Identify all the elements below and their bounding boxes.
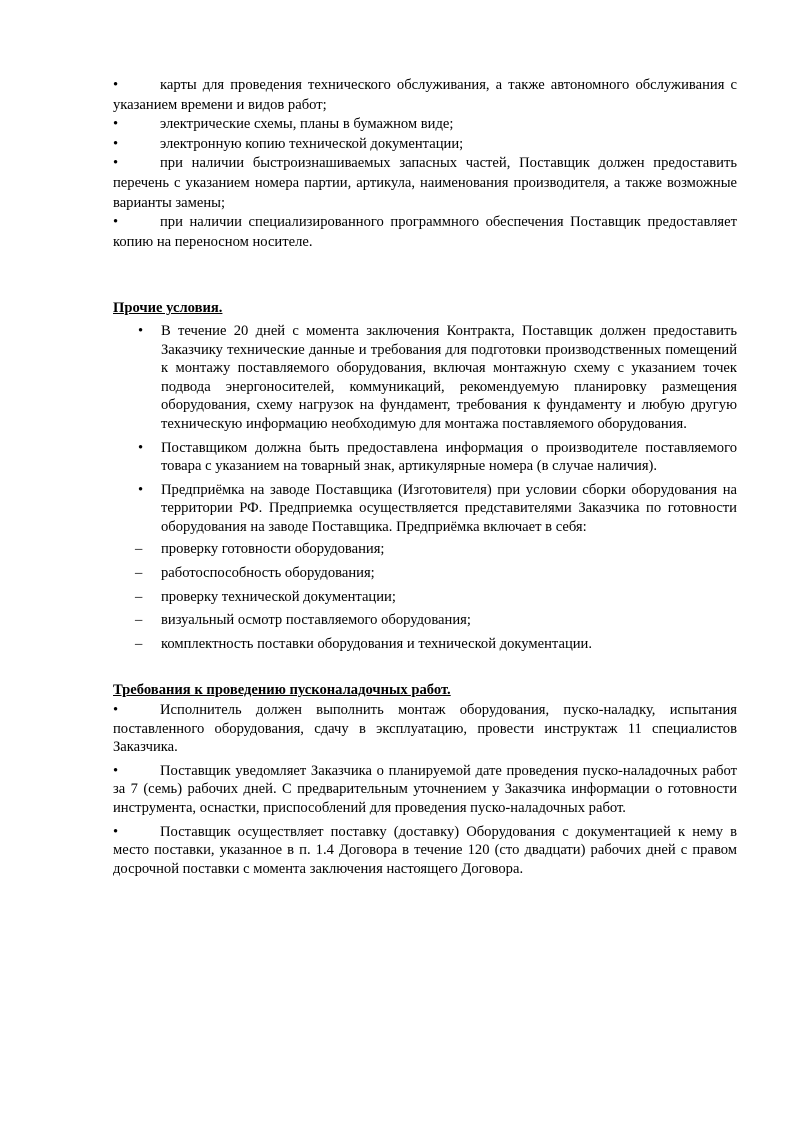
- list-item: [113, 213, 737, 252]
- bullet-marker: •: [113, 762, 119, 779]
- acceptance-checklist: [113, 540, 737, 654]
- list-item-text: электронную копию технической документации;: [160, 135, 464, 152]
- section-heading-other-conditions: Прочие условия.: [113, 300, 223, 317]
- list-item-text: Поставщик уведомляет Заказчика о планируемой дате проведения пуско-наладочных работ за 7 (семь) рабочих дней. С предварительным уточнением у Заказчика информации о готовности инструмента, оснастки, приспособлений для проведения пуско-наладочных работ.: [113, 762, 737, 816]
- list-item-text: карты для проведения технического обслуживания, а также автономного обслуживания с указанием времени и видов работ;: [113, 77, 737, 113]
- bullet-marker: •: [138, 481, 144, 498]
- list-item: [113, 135, 737, 155]
- list-item: [113, 154, 737, 213]
- list-item: [113, 76, 737, 115]
- document-body: [113, 76, 737, 878]
- bullet-marker: •: [138, 439, 144, 456]
- bullet-marker: •: [113, 702, 119, 719]
- list-item: [113, 635, 737, 655]
- dash-marker: –: [135, 588, 143, 605]
- list-item: [113, 762, 737, 818]
- bullet-marker: •: [113, 135, 119, 152]
- list-item: [113, 701, 737, 757]
- bullet-marker: •: [113, 155, 119, 172]
- list-item: [113, 439, 737, 476]
- list-item: [113, 823, 737, 879]
- dash-marker: –: [135, 635, 143, 652]
- list-item: [113, 588, 737, 608]
- list-item-text: визуальный осмотр поставляемого оборудования;: [161, 612, 471, 629]
- list-item-text: работоспособность оборудования;: [161, 565, 375, 582]
- commissioning-list: [113, 701, 737, 878]
- other-conditions-list: [113, 322, 737, 537]
- list-item-text: Исполнитель должен выполнить монтаж оборудования, пуско-наладку, испытания поставленного оборудования, сдачу в эксплуатацию, провести инструктаж 11 специалистов Заказчика.: [113, 702, 737, 756]
- list-item-text: В течение 20 дней с момента заключения Контракта, Поставщик должен предоставить Заказчику технические данные и требования для подготовки производственных помещений к монтажу поставляемого оборудования, включая монтажную схему с указанием точек подвода энергоносителей, коммуникаций, рекомендуемую планировку размещения оборудования, схему нагрузок на фундамент, требования к фундаменту и любую другую техническую информацию необходимую для монтажа поставляемого оборудования.: [161, 322, 737, 432]
- section-heading-commissioning: Требования к проведению пусконаладочных работ.: [113, 682, 451, 699]
- list-item-text: при наличии специализированного программного обеспечения Поставщик предоставляет копию на переносном носителе.: [113, 214, 737, 250]
- list-item-text: Поставщик осуществляет поставку (доставку) Оборудования с документацией к нему в место поставки, указанное в п. 1.4 Договора в течение 120 (сто двадцати) рабочих дней с правом досрочной поставки с момента заключения настоящего Договора.: [113, 823, 737, 877]
- list-item-text: комплектность поставки оборудования и технической документации.: [161, 635, 593, 652]
- list-item: [113, 481, 737, 537]
- list-item: [113, 322, 737, 434]
- bullet-marker: •: [113, 77, 119, 93]
- list-item-text: Поставщиком должна быть предоставлена информация о производителе поставляемого товара с указанием на товарный знак, артикулярные номера (в случае наличия).: [161, 439, 737, 475]
- dash-marker: –: [135, 612, 143, 629]
- dash-marker: –: [135, 565, 143, 582]
- bullet-marker: •: [113, 214, 119, 231]
- list-item-text: электрические схемы, планы в бумажном виде;: [160, 116, 454, 133]
- bullet-marker: •: [113, 116, 119, 133]
- list-item-text: проверку готовности оборудования;: [161, 541, 385, 558]
- list-item: [113, 564, 737, 584]
- list-item: [113, 611, 737, 631]
- list-item-text: проверку технической документации;: [161, 588, 396, 605]
- bullet-marker: •: [138, 322, 144, 339]
- documentation-list: [113, 76, 737, 252]
- list-item-text: при наличии быстроизнашиваемых запасных частей, Поставщик должен предоставить перечень с указанием номера партии, артикула, наименования производителя, а также возможные варианты замены;: [113, 155, 737, 211]
- dash-marker: –: [135, 541, 143, 558]
- list-item: [113, 540, 737, 560]
- list-item: [113, 115, 737, 135]
- bullet-marker: •: [113, 823, 119, 840]
- list-item-text: Предприёмка на заводе Поставщика (Изготовителя) при условии сборки оборудования на территории РФ. Предприемка осуществляется представителями Заказчика по готовности оборудования на заводе Поставщика. Предприёмка включает в себя:: [161, 481, 737, 535]
